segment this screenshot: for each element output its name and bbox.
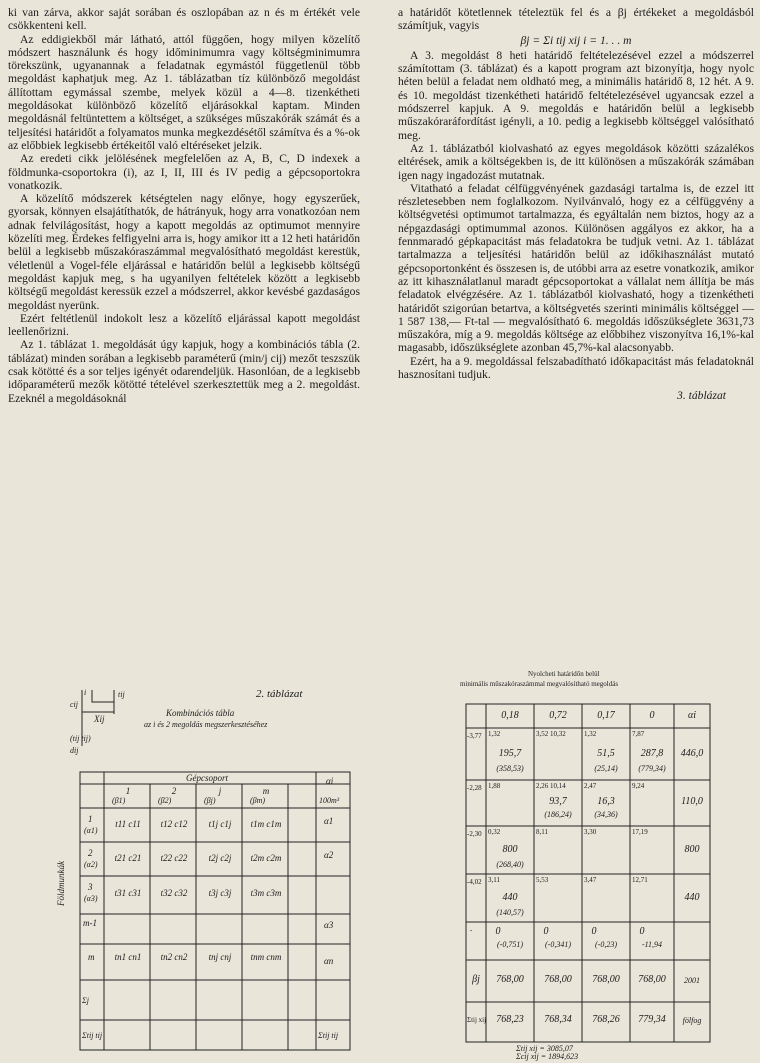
cell: t1j c1j bbox=[208, 819, 232, 829]
cell-value: 195,7 bbox=[498, 748, 522, 759]
col-head: 2 bbox=[171, 786, 177, 796]
paragraph: ki van zárva, akkor saját sorában és oszlopában az n és m értékét vele csökkenteni kell. bbox=[8, 6, 360, 33]
cell-value: 0 bbox=[495, 926, 501, 937]
cell-corner: 1,32 bbox=[488, 730, 501, 738]
paragraph: A 3. megoldást 8 heti határidő feltételezésével ezzel a módszerrel számítottam (3. táblázat) és a kapott program azt bizonyítja, hogy nyolc héten belül a feladat nem oldható meg, a minimális határidő 8, 12 hét. A 9. és 10. megoldást tizenkétheti határidő feltételezésével ugyancsak ezzel a módszerrel kapjuk. A 9. megoldás e határidőn belül a legkisebb műszakóraráfordítást igényli, a 10. pedig a legkisebb költséggel valósítható meg. bbox=[398, 48, 754, 142]
table-3-caption: 3. táblázat bbox=[677, 389, 726, 403]
cell-corner: 0,32 bbox=[488, 828, 501, 836]
cell: tn2 cn2 bbox=[160, 952, 188, 962]
cell-corner: 3,11 bbox=[488, 876, 500, 884]
row-head: -2,30 bbox=[467, 830, 482, 838]
cell-corner: 5,53 bbox=[536, 876, 549, 884]
sum-value: 768,23 bbox=[496, 1014, 524, 1025]
paragraph: Vitatható a feladat célfüggvényének gazdasági tartalma is, de ezzel itt részletesebben nem foglalkozom. Nyilvánvaló, hogy ez a célfüggvény a költségvetési optimumot tartalmazza, és egyáltalán nem biztos, hogy az a népgazdasági optimummal azonos. Különösen aggályos ez akkor, ha a fennmaradó gépkapacitást más feladatokra be tudjuk vetni. Az 1. táblázat tartalmazza a teljesítési határidőn belül az időkihasználást mutató gépcsoportonként és összesen is, de utóbbi arra az esetre vonatkozik, amikor az itt kihasználatlanul maradt gépcsoportokat a vállalat nem állítja be más feladatok elvégzésére. Az 1. táblázatból kiolvasható, hogy a tizenkétheti határidőt szigorúan betartva, a költségvetés szerinti minimális költséggel — 1 587 138,— Ft-tal — megvalósítható 6. megoldás időszükséglete 3631,73 műszakóra, míg a 9. megoldás költsége az előbbihez viszonyítva 16,1%-kal magasabb, időszükséglete azonban 45,7%-kal alacsonyabb. bbox=[398, 181, 754, 355]
cell-sub: (25,14) bbox=[594, 764, 618, 773]
cell: t2m c2m bbox=[250, 853, 282, 863]
row-head: - bbox=[470, 926, 473, 934]
cell-value: 0 bbox=[639, 926, 645, 937]
cell-corner: 3,52 10,32 bbox=[536, 730, 566, 738]
table-2-caption: 2. táblázat bbox=[256, 688, 303, 700]
cell-corner: 2,47 bbox=[584, 782, 597, 790]
beta-value: 768,00 bbox=[592, 974, 620, 985]
col-head: 0,18 bbox=[501, 710, 519, 721]
cell-value: 800 bbox=[502, 844, 518, 855]
cell: t11 c11 bbox=[115, 819, 141, 829]
alpha-value: 110,0 bbox=[681, 796, 703, 807]
cell: t1m c1m bbox=[250, 819, 282, 829]
beta-value: 768,00 bbox=[544, 974, 572, 985]
legend-subtitle: az i és 2 megoldás megszerkesztéséhez bbox=[144, 720, 268, 729]
row-head: 1 bbox=[88, 814, 93, 824]
alpha-label: α1 bbox=[324, 816, 334, 826]
cell-corner: 17,19 bbox=[632, 828, 648, 836]
footer-bottom-left: Σtij tij bbox=[82, 1031, 103, 1040]
row-sub: (α3) bbox=[84, 894, 98, 903]
col-head: m bbox=[262, 786, 270, 796]
alpha-label: α2 bbox=[324, 850, 334, 860]
cell-sub: (-0,23) bbox=[595, 940, 617, 949]
col-subhead: (β2) bbox=[158, 796, 172, 805]
row-head: m bbox=[88, 952, 95, 962]
col-alpha: αi bbox=[687, 710, 697, 721]
legend-xij: Xij bbox=[94, 714, 105, 724]
sum-value: 779,34 bbox=[638, 1014, 666, 1025]
cell: tnj cnj bbox=[208, 952, 232, 962]
cell-sub: (34,36) bbox=[594, 810, 618, 819]
row-head: m-1 bbox=[83, 918, 97, 928]
cell-sub: (268,40) bbox=[496, 860, 524, 869]
paragraph: Az 1. táblázatból kiolvasható az egyes megoldások közötti százalékos eltérések, amik a költségekben is, de itt különösen a műszakórák számában igen nagy ingadozást mutatnak. bbox=[398, 141, 754, 182]
header-gepcsoport: Gépcsoport bbox=[186, 773, 228, 783]
table-3 bbox=[456, 668, 752, 1060]
paragraph: Az 1. táblázat 1. megoldását úgy kapjuk, hogy a kombinációs tábla (2. táblázat) minden sorában a legkisebb paraméterű (min/j cij) mezőt teszszük csak kötötté és a sor teljes igényét odarendeljük. Hasonlóan, de a legkisebb időparaméterű mezők kötötté tételével szerkesztettük meg a 2. megoldást. Ezeknél a megoldásoknál bbox=[8, 338, 360, 405]
cell-value: 0 bbox=[543, 926, 549, 937]
cell-corner: 1,32 bbox=[584, 730, 597, 738]
col-subhead: (β1) bbox=[112, 796, 126, 805]
paragraph: Az eddigiekből már látható, attól függően, hogy milyen közelítő módszert használunk és hogy időminimumra vagy költségminimumra törekszünk, ugyanannak a feladatnak egymástól függetlenül több megoldást kaphatjuk meg. Az 1. táblázatban tíz különböző megoldást állítottam egymással szembe, melyek közül a 4—8. tizenkétheti megoldásokat különböző közelítő eljárásokkal kaptam. Minden megoldásnál feltüntettem a költséget, a szükséges műszakórák számát és a teljesítési határidőt a folyamatos munka megkezdésétől számítva és a %-ok az előbbiek legkisebb értékeitől való eltéréseket jelzik. bbox=[8, 32, 360, 152]
beta-value: 768,00 bbox=[638, 974, 666, 985]
row-head: 3 bbox=[88, 882, 93, 892]
paragraph: a határidőt kötetlennek tételeztük fel és a βj értékeket a megoldásból számítjuk, vagyis bbox=[398, 6, 754, 33]
row-head: βj bbox=[472, 974, 480, 985]
cell-sub: (140,57) bbox=[496, 908, 524, 917]
row-head: 2 bbox=[88, 848, 93, 858]
footer-bottom-right: Σtij tij bbox=[318, 1031, 339, 1040]
legend-dij: dij bbox=[70, 746, 79, 755]
table-3-title-2: minimális műszakóraszámmal megvalósítható megoldás bbox=[460, 680, 619, 688]
row-sub: (α2) bbox=[84, 860, 98, 869]
col-subhead: (βm) bbox=[250, 796, 266, 805]
cell: t21 c21 bbox=[114, 853, 142, 863]
cell: tnm cnm bbox=[250, 952, 282, 962]
header-alpha: αi bbox=[326, 776, 334, 786]
table-3-footer-1: Σtij xij = 3085,07 bbox=[516, 1044, 573, 1053]
paragraph: Ezért, ha a 9. megoldással felszabadítható időkapacitást más feladatoknál hasznosítani tudjuk. bbox=[398, 354, 754, 382]
row-head: Σtij xij bbox=[467, 1016, 487, 1024]
paragraph: Ezért feltétlenül indokolt lesz a közelítő eljárással kapott megoldást leellenőrizni. bbox=[8, 311, 360, 339]
cell-corner: 3,47 bbox=[584, 876, 597, 884]
paragraph: Az eredeti cikk jelölésének megfelelően az A, B, C, D indexek a földmunka-csoportokra (i), az I, II, III és IV pedig a gépcsoportokra vonatkozik. bbox=[8, 152, 360, 192]
right-text-column bbox=[398, 6, 754, 403]
col-subhead: (βj) bbox=[204, 796, 216, 805]
legend-tij: tij bbox=[118, 690, 125, 699]
cell-corner: 2,26 10,14 bbox=[536, 782, 566, 790]
cell-value: 16,3 bbox=[597, 796, 615, 807]
cell: t32 c32 bbox=[160, 888, 188, 898]
sum-value: 768,34 bbox=[544, 1014, 572, 1025]
cell-corner: 12,71 bbox=[632, 876, 648, 884]
row-head: -3,77 bbox=[467, 732, 482, 740]
cell-sub: (779,34) bbox=[638, 764, 666, 773]
cell-sub: (186,24) bbox=[544, 810, 572, 819]
alpha-value: fölfog bbox=[682, 1016, 702, 1025]
cell-sub: (-0,341) bbox=[545, 940, 571, 949]
row-head: -2,28 bbox=[467, 784, 482, 792]
col-head: 0,17 bbox=[597, 710, 615, 721]
legend-title: Kombinációs tábla bbox=[166, 708, 235, 718]
formula: βj = Σi tij xij i = 1. . . m bbox=[520, 33, 632, 47]
cell: t3m c3m bbox=[250, 888, 282, 898]
alpha-label: αn bbox=[324, 956, 334, 966]
cell-sub: (-0,751) bbox=[497, 940, 523, 949]
cell: t12 c12 bbox=[160, 819, 188, 829]
col-head: 1 bbox=[125, 786, 131, 796]
cell-corner: 9,24 bbox=[632, 782, 645, 790]
cell-value: 0 bbox=[591, 926, 597, 937]
cell: t22 c22 bbox=[160, 853, 188, 863]
unit-label: 100m³ bbox=[319, 796, 340, 805]
sum-value: 768,26 bbox=[592, 1014, 620, 1025]
row-sub: (α1) bbox=[84, 826, 98, 835]
alpha-value: 446,0 bbox=[680, 748, 704, 759]
footer-left: Σj bbox=[82, 996, 89, 1005]
alpha-label: α3 bbox=[324, 920, 334, 930]
legend-i: i bbox=[84, 688, 87, 697]
table-3-title-1: Nyolcheti határidőn belül bbox=[528, 670, 600, 678]
beta-value: 768,00 bbox=[496, 974, 524, 985]
alpha-value: 800 bbox=[684, 844, 700, 855]
cell-corner: 8,11 bbox=[536, 828, 548, 836]
cell-value: 440 bbox=[502, 892, 518, 903]
table-2-grid bbox=[70, 686, 370, 1058]
cell: t31 c31 bbox=[114, 888, 142, 898]
paragraph: A közelítő módszerek kétségtelen nagy előnye, hogy egyszerűek, gyorsak, könnyen elsajátíthatók, de hátrányuk, hogy arra vonatkozóan nem adnak felvilágosítást, hogy a kapott megoldás az optimumot mennyire közelíti meg. Érdekes felfigyelni arra is, hogy amikor itt a 12 heti határidőn belül a legkisebb műszakóraszámmal megvalósítható megoldást kerestük, véletlenül a Vogel-féle eljárással e határidőn belül a legkisebb költségű megoldást kapjuk meg, s ha ugyanilyen feltételek között a legkisebb költségű megoldást keressük ezzel a módszerrel, akkor kevésbé gazdaságos megoldást nyerünk. bbox=[8, 192, 360, 312]
cell-corner: 7,87 bbox=[632, 730, 645, 738]
row-axis-label: Földmunkák bbox=[56, 861, 66, 906]
legend-paren: (tij tij) bbox=[70, 734, 91, 743]
col-head: 0,72 bbox=[549, 710, 567, 721]
cell-value: 93,7 bbox=[549, 796, 567, 807]
cell: tn1 cn1 bbox=[114, 952, 142, 962]
row-head: -4,02 bbox=[467, 878, 482, 886]
cell: t2j c2j bbox=[208, 853, 232, 863]
alpha-value: 440 bbox=[684, 892, 700, 903]
left-text-column bbox=[8, 6, 360, 405]
cell: t3j c3j bbox=[208, 888, 232, 898]
cell-value: 51,5 bbox=[597, 748, 615, 759]
cell-corner: 1,88 bbox=[488, 782, 501, 790]
cell-corner: 3,30 bbox=[584, 828, 597, 836]
legend-cij: cij bbox=[70, 700, 78, 709]
table-2 bbox=[56, 686, 370, 1058]
cell-sub: (358,53) bbox=[496, 764, 524, 773]
col-head: 0 bbox=[649, 710, 655, 721]
table-3-footer-2: Σcij xij = 1894,623 bbox=[516, 1052, 579, 1061]
cell-sub: -11,94 bbox=[641, 940, 663, 949]
cell-value: 287,8 bbox=[640, 748, 664, 759]
alpha-value: 2001 bbox=[684, 976, 700, 985]
col-head: j bbox=[218, 786, 222, 796]
